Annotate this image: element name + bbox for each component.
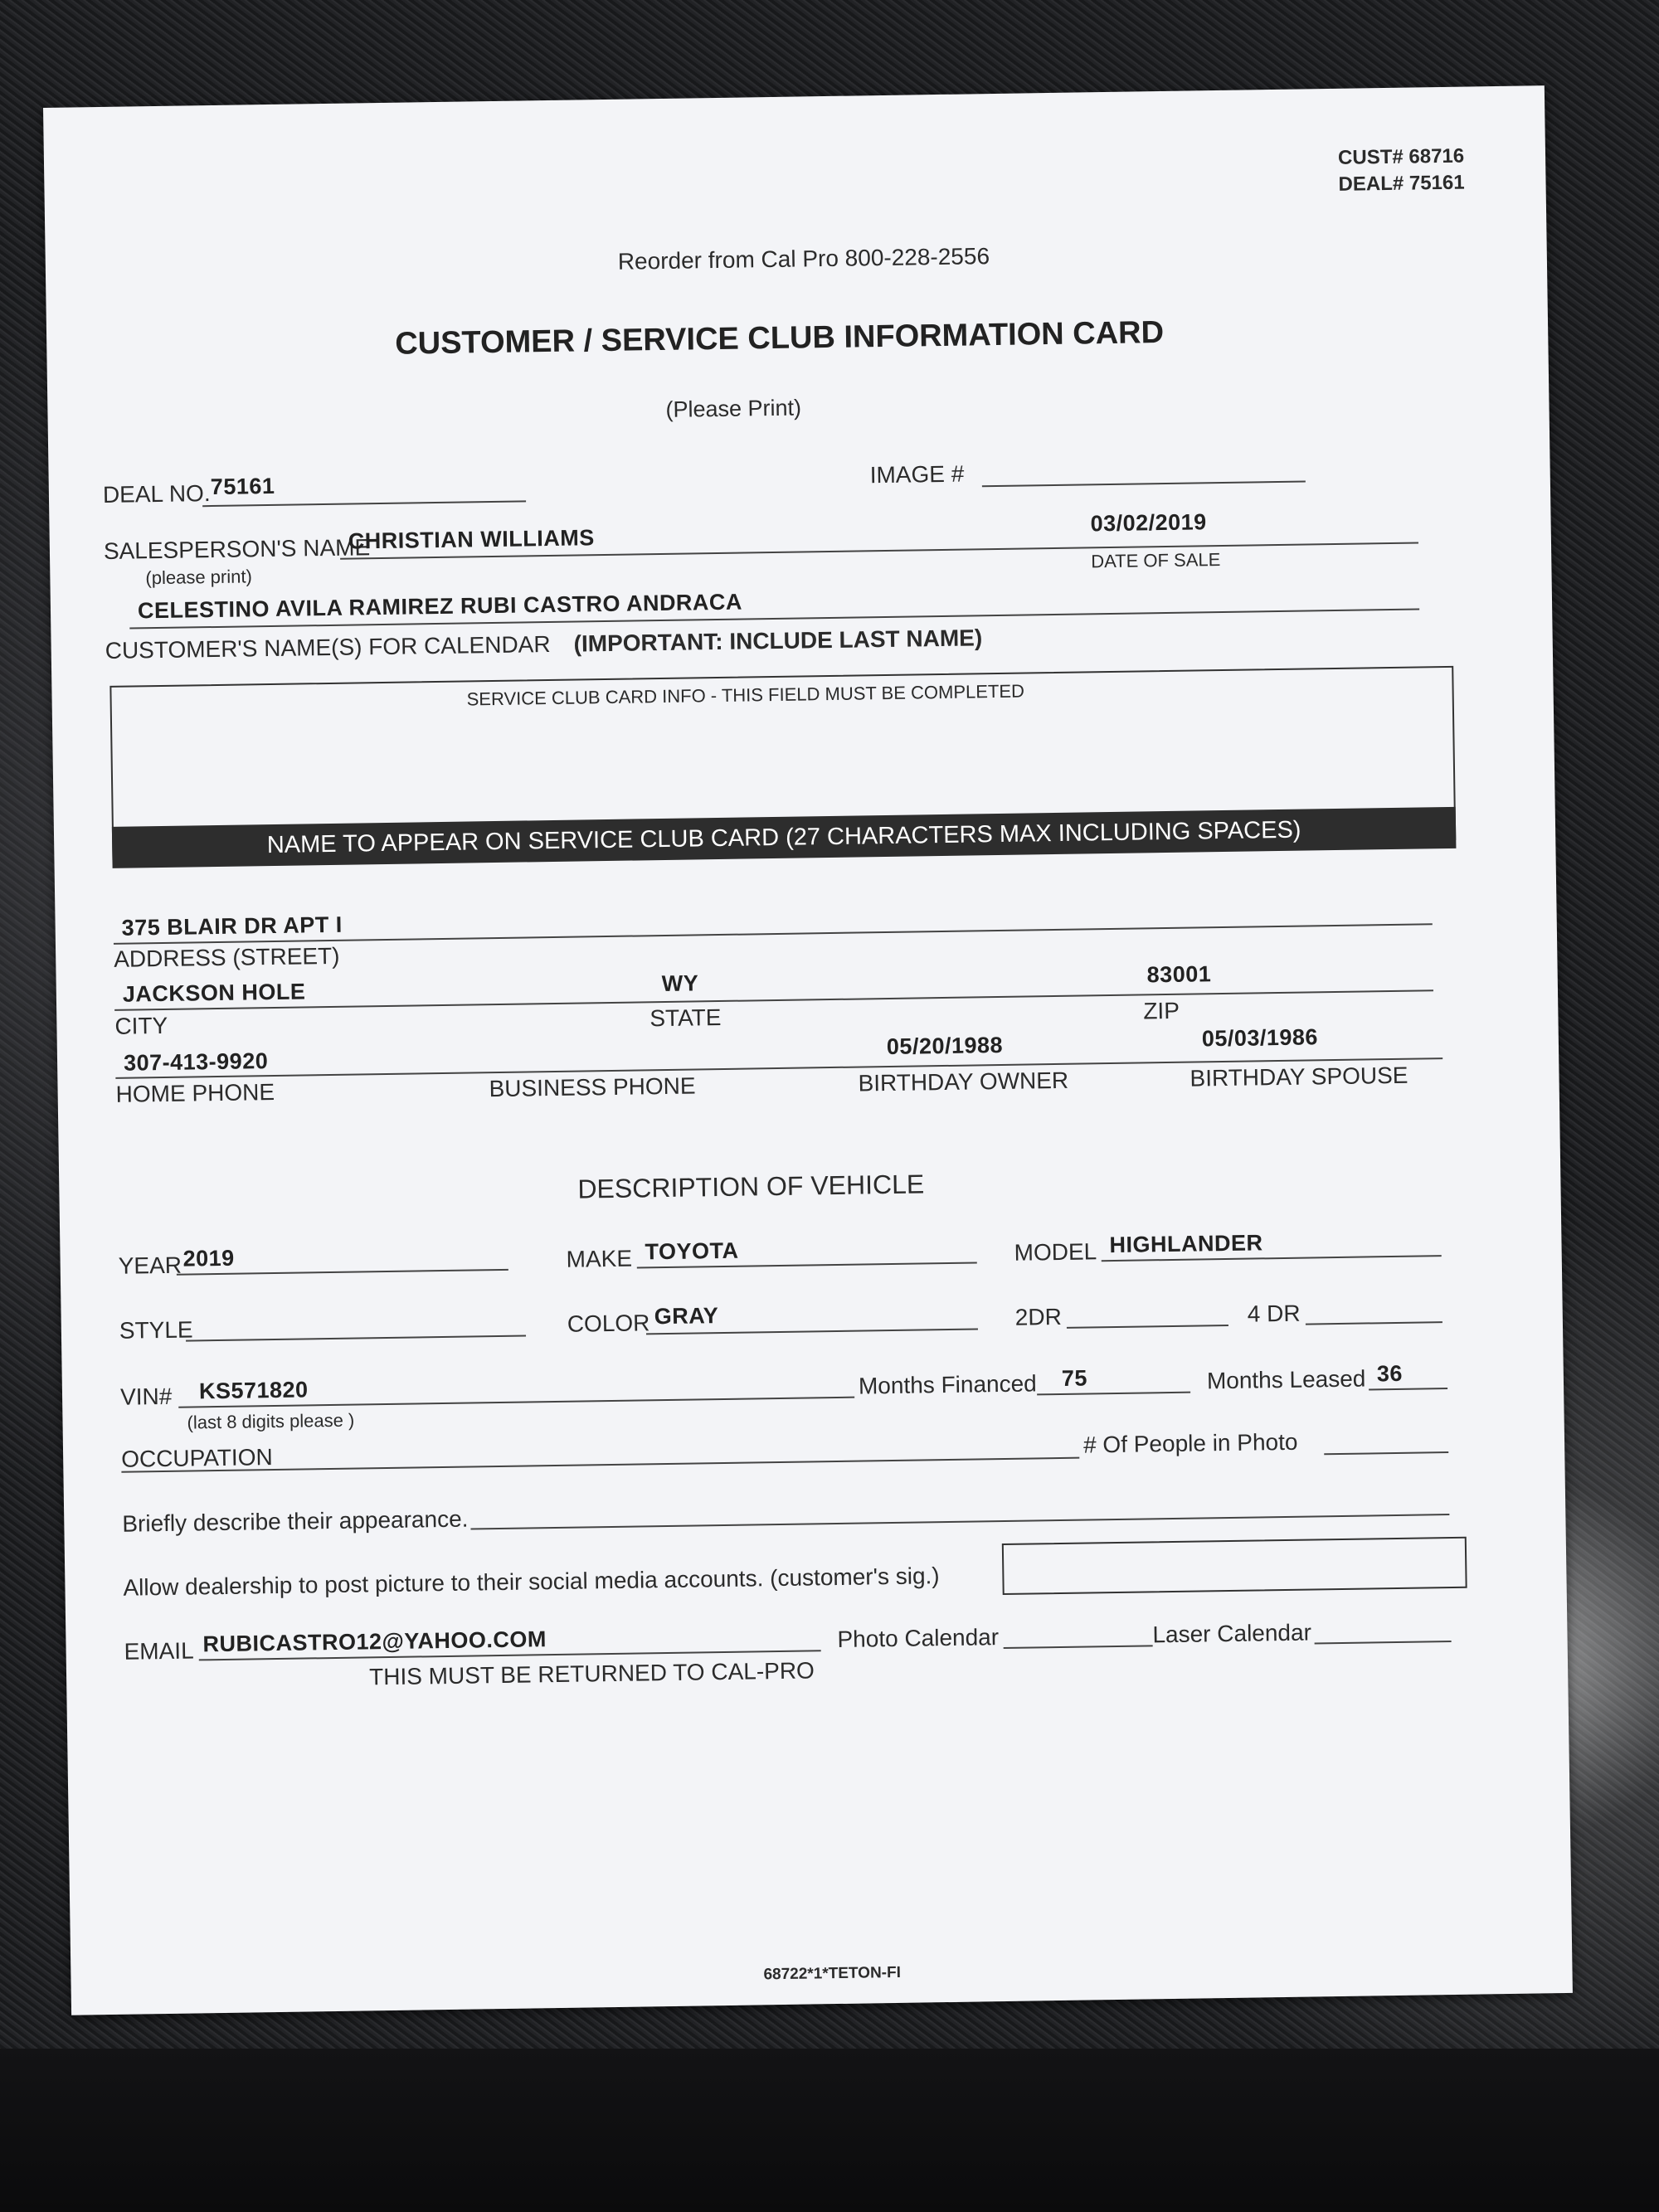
service-club-banner: NAME TO APPEAR ON SERVICE CLUB CARD (27 CHARACTERS MAX INCLUDING SPACES) <box>112 807 1457 868</box>
form-title: CUSTOMER / SERVICE CLUB INFORMATION CARD <box>394 314 1165 362</box>
photo-calendar-line <box>1004 1645 1153 1649</box>
floor-background <box>0 2049 1659 2212</box>
home-phone-label: HOME PHONE <box>115 1078 275 1107</box>
two-door-line <box>1067 1325 1228 1329</box>
months-financed-label: Months Financed <box>858 1370 1037 1399</box>
date-of-sale-label: DATE OF SALE <box>1091 549 1221 572</box>
customer-signature-box[interactable] <box>1002 1537 1467 1595</box>
email-label: EMAIL <box>124 1637 194 1665</box>
model-value[interactable]: HIGHLANDER <box>1109 1230 1263 1258</box>
two-door-label: 2DR <box>1014 1303 1063 1330</box>
city-value[interactable]: JACKSON HOLE <box>122 979 306 1007</box>
vehicle-heading: DESCRIPTION OF VEHICLE <box>577 1169 925 1204</box>
deal-no-label: DEAL NO. <box>102 480 211 508</box>
business-phone-label: BUSINESS PHONE <box>489 1072 696 1102</box>
make-label: MAKE <box>566 1245 633 1272</box>
email-value[interactable]: RUBICASTRO12@YAHOO.COM <box>202 1626 547 1657</box>
style-line <box>186 1335 526 1342</box>
birthday-spouse-label: BIRTHDAY SPOUSE <box>1190 1062 1408 1091</box>
footer-code: 68722*1*TETON-FI <box>763 1963 902 1984</box>
cust-number: CUST# 68716 <box>1337 144 1465 169</box>
people-in-photo-line <box>1324 1451 1448 1455</box>
style-label: STYLE <box>119 1316 193 1344</box>
salesperson-sub: (please print) <box>145 566 252 589</box>
year-label: YEAR <box>118 1252 182 1279</box>
street-label: ADDRESS (STREET) <box>114 942 340 972</box>
home-phone-value[interactable]: 307-413-9920 <box>123 1048 269 1076</box>
deal-no-line <box>202 500 526 507</box>
reorder-note: Reorder from Cal Pro 800-228-2556 <box>617 243 990 275</box>
vin-value[interactable]: KS571820 <box>198 1377 309 1404</box>
date-of-sale-value[interactable]: 03/02/2019 <box>1090 509 1207 537</box>
zip-value[interactable]: 83001 <box>1146 961 1212 988</box>
city-label: CITY <box>114 1012 168 1039</box>
occupation-label: OCCUPATION <box>120 1444 273 1472</box>
service-club-info: SERVICE CLUB CARD INFO - THIS FIELD MUST BE COMPLETED <box>466 680 1025 710</box>
laser-calendar-line <box>1315 1641 1452 1644</box>
color-line <box>646 1328 978 1334</box>
state-value[interactable]: WY <box>661 970 699 997</box>
please-print-note: (Please Print) <box>665 395 802 422</box>
return-note: THIS MUST BE RETURNED TO CAL-PRO <box>368 1657 815 1690</box>
months-leased-label: Months Leased <box>1206 1365 1366 1394</box>
street-value[interactable]: 375 BLAIR DR APT I <box>121 912 343 941</box>
four-door-line <box>1306 1321 1443 1325</box>
months-leased-value[interactable]: 36 <box>1376 1360 1404 1387</box>
customer-names-label: CUSTOMER'S NAME(S) FOR CALENDAR <box>105 631 551 664</box>
salesperson-value[interactable]: CHRISTIAN WILLIAMS <box>348 525 595 554</box>
year-value[interactable]: 2019 <box>182 1245 235 1271</box>
model-label: MODEL <box>1014 1238 1097 1266</box>
image-label: IMAGE # <box>869 460 965 489</box>
four-door-label: 4 DR <box>1247 1300 1301 1327</box>
months-financed-line <box>1037 1392 1190 1396</box>
social-media-label: Allow dealership to post picture to their social media accounts. (customer's sig.) <box>123 1563 940 1601</box>
appearance-label: Briefly describe their appearance. <box>122 1505 469 1537</box>
birthday-owner-value[interactable]: 05/20/1988 <box>886 1032 1004 1060</box>
salesperson-label: SALESPERSON'S NAME <box>103 534 371 564</box>
city-state-zip-line <box>114 989 1433 1011</box>
customer-names-value[interactable]: CELESTINO AVILA RAMIREZ RUBI CASTRO ANDRACA <box>137 589 743 624</box>
image-line <box>982 480 1306 487</box>
zip-label: ZIP <box>1143 997 1180 1024</box>
laser-calendar-label: Laser Calendar <box>1152 1619 1312 1648</box>
appearance-line <box>470 1514 1449 1530</box>
months-financed-value[interactable]: 75 <box>1061 1365 1088 1391</box>
months-leased-line <box>1369 1388 1447 1390</box>
birthday-spouse-value[interactable]: 05/03/1986 <box>1201 1024 1319 1052</box>
state-label: STATE <box>649 1004 722 1032</box>
customer-names-important: (IMPORTANT: INCLUDE LAST NAME) <box>573 625 983 657</box>
vin-sub: (last 8 digits please ) <box>187 1409 355 1433</box>
color-value[interactable]: GRAY <box>654 1303 719 1330</box>
information-card-form <box>43 85 1573 2015</box>
deal-no-value[interactable]: 75161 <box>210 473 275 500</box>
photo-calendar-label: Photo Calendar <box>837 1624 1000 1652</box>
color-label: COLOR <box>567 1310 650 1337</box>
deal-number-header: DEAL# 75161 <box>1338 171 1465 196</box>
make-value[interactable]: TOYOTA <box>645 1237 739 1265</box>
people-in-photo-label: # Of People in Photo <box>1082 1428 1298 1458</box>
birthday-owner-label: BIRTHDAY OWNER <box>858 1067 1069 1096</box>
vin-label: VIN# <box>119 1383 173 1410</box>
